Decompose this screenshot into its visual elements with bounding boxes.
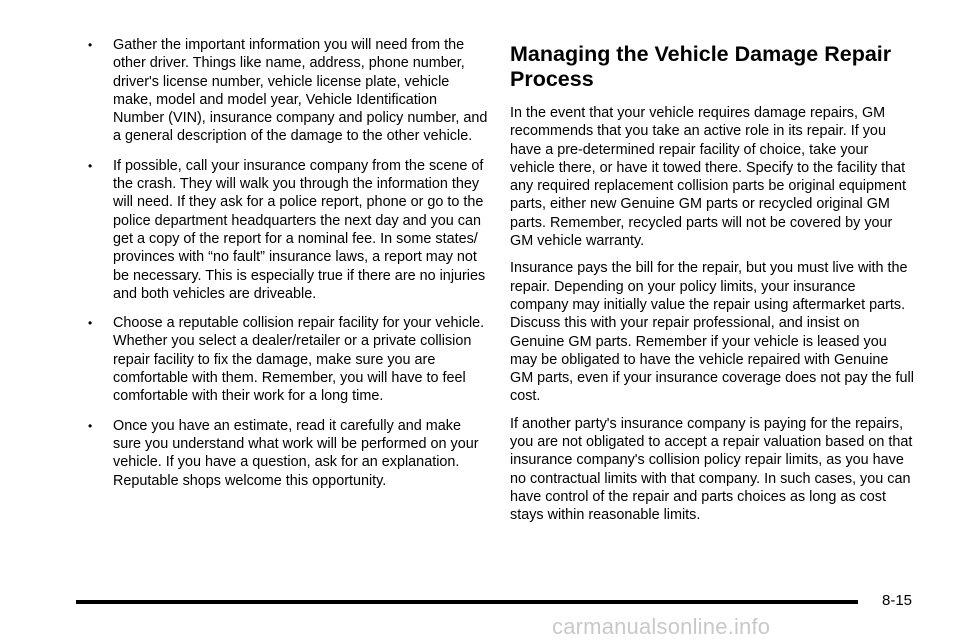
paragraph-damage-repairs: In the event that your vehicle requires damage repairs, GM recommends that you take an active role in its repair. If you have a pre-determined repair facility of choice, take your vehicle there, or have it towed there. Specify to the facility that any required replacement collision parts be original equipment parts, either new Genuine GM parts or recycled original GM parts. Remember, recycled parts will not be covered by your GM vehicle warranty. (510, 105, 906, 250)
right-column (510, 42, 915, 534)
bullet-glyph: • (88, 38, 93, 52)
bullet-item-estimate (88, 417, 488, 490)
bullet-glyph: • (88, 418, 93, 433)
left-column (88, 36, 488, 501)
watermark: carmanualsonline.info (552, 614, 771, 639)
bullet-item-gather-info (88, 36, 488, 146)
section-heading: Managing the Vehicle Damage Repair Process (510, 42, 892, 91)
bullet-text: Once you have an estimate, read it carefully and make sure you understand what work will be performed on your vehicle. If you have a question, ask for an explanation. Reputable shops welcome this opportunity. (113, 417, 479, 489)
bullet-text: If possible, call your insurance company from the scene of the crash. They will walk you through the information they will need. If they ask for a police report, phone or go to the police department headquarters the next day and you can get a copy of the report for a nominal fee. In some states/ provinces with “no fault” insurance laws, a report may not be necessary. This is especially true if there are no injuries and both vehicles are driveable. (113, 157, 486, 302)
page-number: 8-15 (882, 592, 913, 609)
bullet-text: Gather the important information you will need from the other driver. Things like name, address, phone number, driver's license number, vehicle license plate, vehicle make, model and model year, Vehicle Identification Number (VIN), insurance company and policy number, and a general description of the damage to the other vehicle. (113, 37, 488, 145)
footer-rule (76, 600, 858, 604)
bullet-glyph: • (88, 158, 93, 173)
paragraph-insurance-pays: Insurance pays the bill for the repair, but you must live with the repair. Depending on your policy limits, your insurance company may initially value the repair using aftermarket parts. Discuss this with your repair professional, and insist on Genuine GM parts. Remember if your vehicle is leased you may be obligated to have the vehicle repaired with Genuine GM parts, even if your insurance coverage does not pay the full cost. (510, 260, 914, 405)
paragraph-other-party: If another party's insurance company is paying for the repairs, you are not obligated to accept a repair valuation based on that insurance company's collision policy repair limits, as you have no contractual limits with that company. In such cases, you can have control of the repair and parts choices as long as cost stays within reasonable limits. (510, 415, 913, 524)
bullet-item-call-insurance (88, 157, 488, 303)
bullet-text: Choose a reputable collision repair facility for your vehicle. Whether you select a dealer/retailer or a private collision repair facility to fix the damage, make sure you are comfortable with them. Remember, you will have to feel comfortable with their work for a long time. (113, 315, 485, 405)
bullet-glyph: • (88, 316, 93, 331)
bullet-item-choose-facility (88, 314, 488, 405)
